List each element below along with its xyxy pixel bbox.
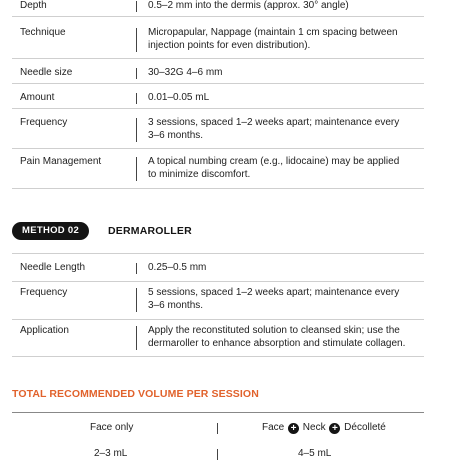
volume-col-face-neck-decollete <box>262 421 386 434</box>
separator <box>136 326 137 350</box>
volume-section-title: TOTAL RECOMMENDED VOLUME PER SESSION <box>12 388 259 400</box>
spec-label: Pain Management <box>20 156 102 167</box>
spec-value-line: Apply the reconstituted solution to cleansed skin; use the <box>148 325 400 336</box>
separator <box>136 263 137 274</box>
spec-row-needle-size <box>12 58 424 84</box>
spec-row-frequency <box>12 108 424 149</box>
plus-icon: + <box>329 423 340 434</box>
separator <box>136 28 137 52</box>
spec-value-line: to minimize discomfort. <box>148 169 251 180</box>
spec-row-amount <box>12 83 424 109</box>
spec-label: Amount <box>20 92 55 103</box>
volume-table <box>12 412 424 459</box>
separator <box>136 157 137 181</box>
separator <box>136 68 137 79</box>
spec-label: Frequency <box>20 287 68 298</box>
spec-row-needle-length <box>12 253 424 282</box>
separator <box>217 423 218 434</box>
spec-value-line: A topical numbing cream (e.g., lidocaine) may be applied <box>148 156 400 167</box>
separator <box>217 449 218 460</box>
spec-value: 30–32G 4–6 mm <box>148 67 223 78</box>
spec-label: Depth <box>20 0 47 11</box>
spec-label: Needle Length <box>20 262 86 273</box>
face-label: Face <box>262 422 285 433</box>
separator <box>136 288 137 312</box>
spec-value-line: injection points for even distribution). <box>148 40 311 51</box>
method-title: DERMAROLLER <box>108 225 192 237</box>
volume-value-face-neck-decollete: 4–5 mL <box>298 448 332 459</box>
spec-row-pain-management <box>12 148 424 189</box>
spec-row-technique <box>12 16 424 59</box>
decollete-label: Décolleté <box>344 422 386 433</box>
separator <box>136 1 137 12</box>
spec-value: 0.25–0.5 mm <box>148 262 207 273</box>
spec-value-line: 3–6 months. <box>148 130 204 141</box>
spec-row-application <box>12 319 424 357</box>
spec-label: Frequency <box>20 117 68 128</box>
spec-label: Technique <box>20 27 66 38</box>
separator <box>136 118 137 142</box>
spec-value-line: dermaroller to enhance absorption and stimulate collagen. <box>148 338 406 349</box>
neck-label: Neck <box>302 422 326 433</box>
spec-label: Needle size <box>20 67 73 78</box>
volume-value-face-only: 2–3 mL <box>94 448 128 459</box>
spec-value-line: 5 sessions, spaced 1–2 weeks apart; maintenance every <box>148 287 400 298</box>
plus-icon: + <box>288 423 299 434</box>
spec-row-depth <box>12 0 424 17</box>
method2-header <box>12 222 424 240</box>
spec-value-line: 3 sessions, spaced 1–2 weeks apart; maintenance every <box>148 117 400 128</box>
spec-value: 0.01–0.05 mL <box>148 92 210 103</box>
separator <box>136 93 137 104</box>
spec-value: 0.5–2 mm into the dermis (approx. 30° angle) <box>148 0 349 11</box>
method-badge: METHOD 02 <box>12 222 89 240</box>
spec-value-line: 3–6 months. <box>148 300 204 311</box>
volume-col-face-only: Face only <box>90 422 134 433</box>
spec-value-line: Micropapular, Nappage (maintain 1 cm spacing between <box>148 27 398 38</box>
spec-row-frequency <box>12 281 424 320</box>
spec-label: Application <box>20 325 69 336</box>
